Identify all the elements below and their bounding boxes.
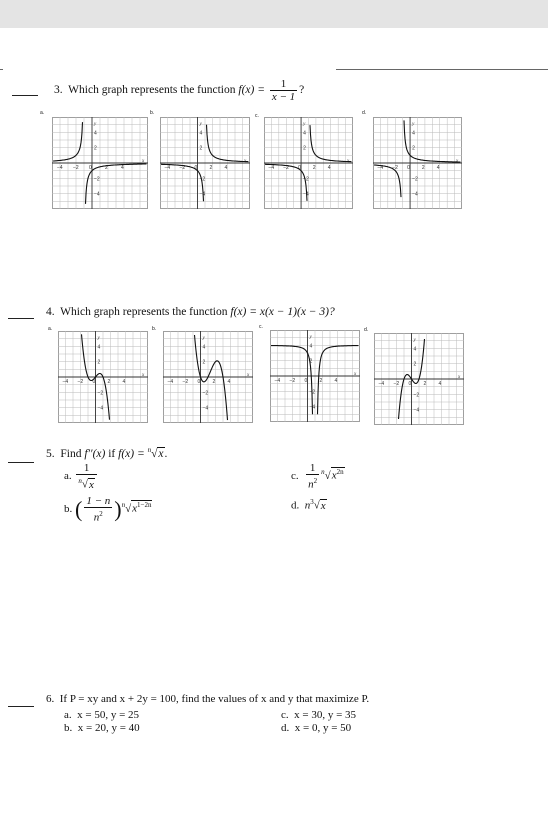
y-axis-label: y bbox=[309, 335, 312, 340]
y-tick-label: −2 bbox=[202, 390, 209, 397]
x-tick-label: −4 bbox=[62, 379, 69, 385]
question-text: Which graph represents the function bbox=[60, 306, 228, 318]
y-tick-label: −4 bbox=[97, 405, 104, 412]
y-tick-label: 2 bbox=[94, 145, 97, 152]
function-label: f(x) = bbox=[238, 84, 265, 97]
choice-label-a: a. bbox=[40, 110, 45, 116]
x-tick-label: 2 bbox=[312, 165, 316, 171]
y-tick-label: 4 bbox=[202, 344, 206, 351]
x-axis-label: x bbox=[354, 372, 357, 377]
x-tick-label: 2 bbox=[423, 381, 427, 387]
answer-blank-q6[interactable] bbox=[8, 706, 34, 707]
choice-label-a: a. bbox=[48, 326, 53, 332]
question-text: Which graph represents the function bbox=[68, 84, 236, 97]
x-tick-label: 4 bbox=[436, 165, 440, 171]
answer-blank-q3[interactable] bbox=[12, 95, 38, 96]
choice-label-b: b. bbox=[150, 110, 155, 116]
y-axis-label: y bbox=[202, 336, 205, 341]
q3-graph-a[interactable] bbox=[52, 117, 148, 209]
y-axis-label: y bbox=[199, 122, 202, 127]
y-tick-label: 4 bbox=[413, 346, 417, 353]
y-tick-label: 2 bbox=[303, 145, 306, 152]
x-tick-label: −2 bbox=[289, 378, 296, 384]
choice-label-d: d. bbox=[364, 327, 369, 333]
choice-label-c: c. bbox=[259, 324, 263, 330]
y-tick-label: −2 bbox=[303, 176, 309, 183]
x-tick-label: −2 bbox=[392, 165, 398, 171]
x-tick-label: −2 bbox=[182, 379, 189, 385]
q5-choice-d[interactable]: d. $n^3√x$ bbox=[291, 498, 326, 512]
y-tick-label: −2 bbox=[412, 176, 418, 183]
y-tick-label: −2 bbox=[94, 176, 100, 183]
x-tick-label: −2 bbox=[283, 165, 289, 171]
y-tick-label: −4 bbox=[94, 191, 100, 198]
q6-choice-c[interactable]: c. x = 30, y = 35 bbox=[281, 709, 357, 721]
x-tick-label: −4 bbox=[57, 165, 63, 171]
q4-graph-b[interactable] bbox=[163, 331, 253, 423]
q6-choice-b[interactable]: b. x = 20, y = 40 bbox=[64, 722, 140, 734]
y-tick-label: −4 bbox=[309, 404, 316, 411]
answer-blank-q4[interactable] bbox=[8, 318, 34, 319]
x-tick-label: 2 bbox=[209, 165, 213, 171]
x-axis-label: x bbox=[458, 375, 461, 380]
y-tick-label: 2 bbox=[97, 359, 101, 366]
q6-choice-d[interactable]: d. x = 0, y = 50 bbox=[281, 722, 352, 734]
x-tick-label: −4 bbox=[274, 378, 281, 384]
y-tick-label: 2 bbox=[202, 359, 206, 366]
x-tick-label: 0 bbox=[92, 379, 96, 385]
x-tick-label: −4 bbox=[377, 165, 384, 171]
y-tick-label: 2 bbox=[413, 361, 417, 368]
x-tick-label: 0 bbox=[407, 165, 410, 171]
x-axis-label: x bbox=[244, 159, 247, 164]
y-tick-label: −4 bbox=[413, 407, 420, 414]
x-tick-label: −4 bbox=[268, 165, 275, 171]
top-bar bbox=[0, 0, 548, 28]
header-rule bbox=[336, 69, 548, 70]
x-tick-label: 0 bbox=[194, 165, 198, 171]
x-tick-label: −4 bbox=[164, 165, 171, 171]
question-5: 5. Find f′′(x) if f(x) = $^n$√x. bbox=[46, 446, 168, 460]
x-tick-label: 0 bbox=[197, 379, 201, 385]
x-axis-label: x bbox=[347, 159, 350, 164]
x-tick-label: 2 bbox=[212, 379, 216, 385]
x-axis-label: x bbox=[247, 373, 250, 378]
x-axis-label: x bbox=[456, 159, 459, 164]
x-tick-label: 0 bbox=[304, 378, 308, 384]
question-text: If P = xy and x + 2y = 100, find the values of x and y that maximize P. bbox=[59, 693, 370, 705]
choice-label-b: b. bbox=[152, 326, 157, 332]
y-tick-label: 2 bbox=[309, 358, 313, 365]
y-axis-label: y bbox=[412, 122, 415, 127]
q4-graph-d[interactable] bbox=[374, 333, 464, 425]
y-tick-label: 4 bbox=[309, 343, 313, 350]
y-tick-label: −4 bbox=[202, 405, 209, 412]
x-tick-label: −4 bbox=[167, 379, 174, 385]
x-tick-label: 4 bbox=[438, 381, 442, 387]
question-6 bbox=[46, 693, 369, 705]
y-tick-label: −2 bbox=[199, 176, 206, 183]
y-tick-label: 4 bbox=[94, 130, 97, 137]
x-axis-label: x bbox=[142, 159, 145, 164]
y-axis-label: y bbox=[413, 338, 416, 343]
q3-graph-c[interactable] bbox=[264, 117, 353, 209]
question-3: 3. Which graph represents the function f(x) = $\frac{1}{x - 1}$ ? bbox=[54, 78, 305, 103]
margin-tick bbox=[0, 69, 3, 70]
q6-choice-a[interactable]: a. x = 50, y = 25 bbox=[64, 709, 140, 721]
x-tick-label: 4 bbox=[224, 165, 228, 171]
y-axis-label: y bbox=[94, 122, 97, 127]
x-tick-label: −4 bbox=[378, 381, 385, 387]
x-tick-label: 0 bbox=[89, 165, 92, 171]
q4-graph-a[interactable] bbox=[58, 331, 148, 423]
x-axis-label: x bbox=[142, 373, 145, 378]
function-label: f(x) = x(x − 1)(x − 3)? bbox=[230, 306, 335, 318]
x-tick-label: 0 bbox=[298, 165, 301, 171]
x-tick-label: 4 bbox=[227, 379, 231, 385]
x-tick-label: 2 bbox=[319, 378, 323, 384]
y-tick-label: 4 bbox=[97, 344, 101, 351]
x-tick-label: −2 bbox=[73, 165, 79, 171]
question-number: 5. bbox=[46, 447, 55, 460]
y-tick-label: −2 bbox=[413, 392, 420, 399]
q5-choice-c[interactable]: c. $\frac{1}{n^2}$ $^n√x^{2n}$ bbox=[291, 462, 344, 491]
q3-graph-b[interactable] bbox=[160, 117, 250, 209]
q5-choice-a[interactable]: a. $\frac{1}{^n√x}$ bbox=[64, 462, 99, 491]
choice-label-c: c. bbox=[255, 113, 259, 119]
x-tick-label: 2 bbox=[105, 165, 108, 171]
x-tick-label: 2 bbox=[421, 165, 425, 171]
x-tick-label: 4 bbox=[327, 165, 331, 171]
y-axis-label: y bbox=[303, 122, 306, 127]
q3-graph-d[interactable] bbox=[373, 117, 462, 209]
answer-blank-q5[interactable] bbox=[8, 462, 34, 463]
x-tick-label: −2 bbox=[393, 381, 400, 387]
y-tick-label: −4 bbox=[199, 191, 206, 198]
y-tick-label: 4 bbox=[199, 130, 203, 137]
q5-choice-b[interactable]: b. ( $\frac{1 - n}{n^2}$ )$^n√x^{1-2n}$ bbox=[64, 495, 152, 524]
x-tick-label: 2 bbox=[107, 379, 111, 385]
question-number: 3. bbox=[54, 84, 63, 97]
question-4 bbox=[46, 306, 335, 318]
function-fraction: $\frac{1}{x - 1}$ bbox=[271, 78, 296, 103]
y-tick-label: −4 bbox=[412, 191, 418, 198]
choice-label-d: d. bbox=[362, 110, 367, 116]
x-tick-label: 4 bbox=[121, 165, 124, 171]
y-axis-label: y bbox=[97, 336, 100, 341]
y-tick-label: −4 bbox=[303, 191, 309, 198]
y-tick-label: −2 bbox=[97, 390, 104, 397]
y-tick-label: 2 bbox=[412, 145, 415, 152]
y-tick-label: −2 bbox=[309, 389, 316, 396]
x-tick-label: −2 bbox=[77, 379, 84, 385]
question-number: 4. bbox=[46, 306, 55, 318]
x-tick-label: −2 bbox=[179, 165, 186, 171]
x-tick-label: 4 bbox=[334, 378, 338, 384]
x-tick-label: 4 bbox=[122, 379, 126, 385]
y-tick-label: 4 bbox=[412, 130, 415, 137]
q4-graph-c[interactable] bbox=[270, 330, 360, 422]
y-tick-label: 2 bbox=[199, 145, 203, 152]
y-tick-label: 4 bbox=[303, 130, 306, 137]
x-tick-label: 0 bbox=[408, 381, 412, 387]
question-number: 6. bbox=[46, 693, 55, 705]
